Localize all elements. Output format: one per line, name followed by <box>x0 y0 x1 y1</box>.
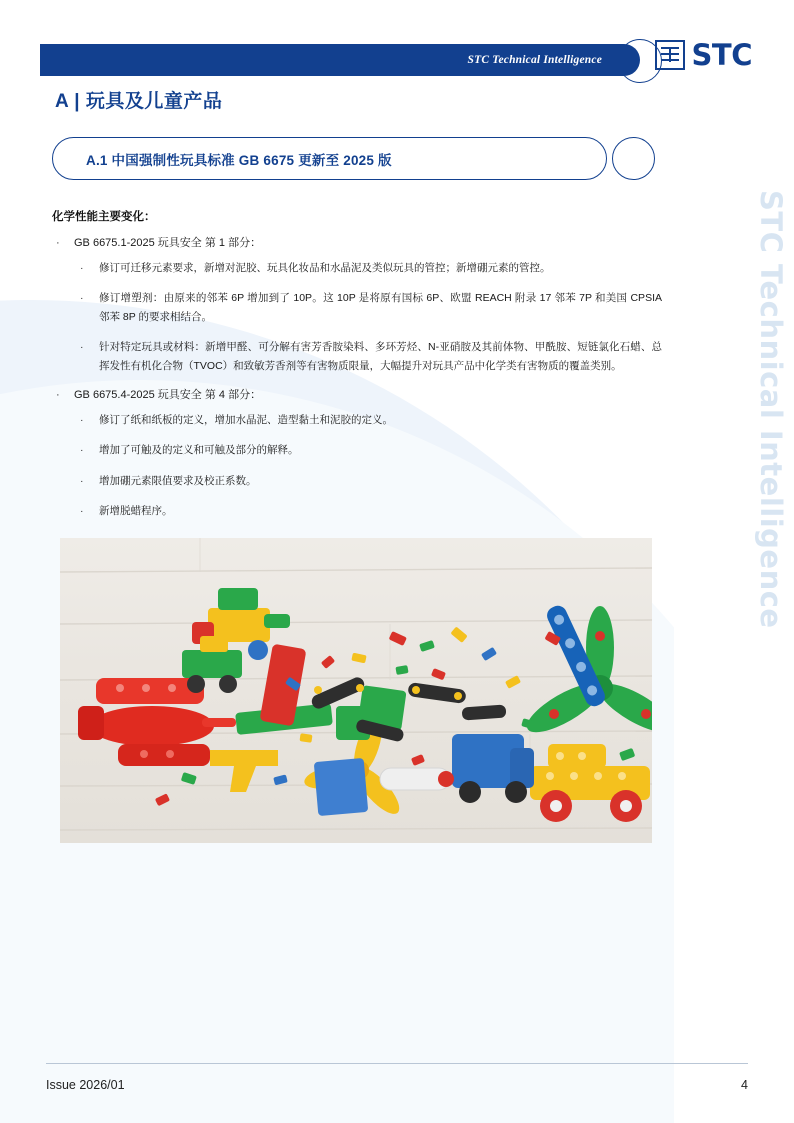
list-item <box>74 259 662 277</box>
subsection-pill <box>52 137 607 180</box>
list-item-text: 增加了可触及的定义和可触及部分的解释。 <box>99 444 299 457</box>
footer-divider <box>46 1063 748 1064</box>
sub-list <box>74 259 662 375</box>
top-level-list <box>52 235 662 520</box>
body-lead: 化学性能主要变化： <box>52 211 156 223</box>
list-item-text: GB 6675.4-2025 玩具安全 第 4 部分： <box>74 388 262 401</box>
page-header <box>40 37 794 76</box>
stc-logo <box>655 37 752 72</box>
bullet-glyph: · <box>80 262 84 275</box>
bullet-glyph: · <box>56 388 60 401</box>
bullet-glyph: · <box>80 474 84 487</box>
bullet-glyph: · <box>80 505 84 518</box>
list-item <box>74 472 662 490</box>
list-item <box>74 411 662 429</box>
header-banner <box>40 44 640 76</box>
bullet-glyph: · <box>56 237 60 249</box>
stc-logo-text: STC <box>691 37 752 72</box>
sub-list <box>74 411 662 521</box>
list-item-text: 增加硼元素限值要求及校正系数。 <box>99 474 257 487</box>
subsection-title: A.1 中国强制性玩具标准 GB 6675 更新至 2025 版 <box>86 152 392 168</box>
list-item-text: 修订可迁移元素要求，新增对泥胶、玩具化妆品和水晶泥及类似玩具的管控；新增硼元素的管控。 <box>99 262 551 275</box>
bullet-glyph: · <box>80 292 84 305</box>
list-item-text: 针对特定玩具或材料：新增甲醛、可分解有害芳香胺染料、多环芳烃、N-亚硝胺及其前体物、甲酰胺、短链氯化石蜡、总挥发性有机化合物（TVOC）和致敏芳香剂等有害物质限量，大幅提升对玩具产品中化学类有害物质的覆盖类别。 <box>99 341 662 372</box>
list-item <box>74 338 662 375</box>
header-banner-text: STC Technical Intelligence <box>467 54 602 66</box>
bullet-glyph: · <box>80 444 84 457</box>
stc-square-logo-icon <box>655 40 685 70</box>
subsection-header <box>52 137 607 180</box>
vertical-watermark: STC Technical Intelligence <box>754 190 788 629</box>
subsection-ring-decoration <box>612 137 655 180</box>
bullet-glyph: · <box>80 413 84 426</box>
list-item-text: 修订增塑剂：由原来的邻苯 6P 增加到了 10P。这 10P 是将原有国标 6P、欧盟 REACH 附录 17 邻苯 7P 和美国 CPSIA 邻苯 8P 的要求相结合。 <box>99 292 662 323</box>
list-item-text: 新增脱蜡程序。 <box>99 505 173 518</box>
toy-parts-photo <box>60 538 652 843</box>
list-item <box>74 502 662 520</box>
list-item <box>52 235 662 375</box>
footer-issue: Issue 2026/01 <box>46 1078 125 1092</box>
page-title: A | 玩具及儿童产品 <box>55 91 223 112</box>
footer-page-number: 4 <box>741 1078 748 1092</box>
list-item <box>52 387 662 521</box>
list-item-text: GB 6675.1-2025 玩具安全 第 1 部分： <box>74 237 262 249</box>
list-item <box>74 441 662 459</box>
list-item <box>74 289 662 326</box>
bullet-glyph: · <box>80 341 84 354</box>
list-item-text: 修订了纸和纸板的定义，增加水晶泥、造型黏土和泥胶的定义。 <box>99 413 393 426</box>
body-content <box>52 208 662 532</box>
